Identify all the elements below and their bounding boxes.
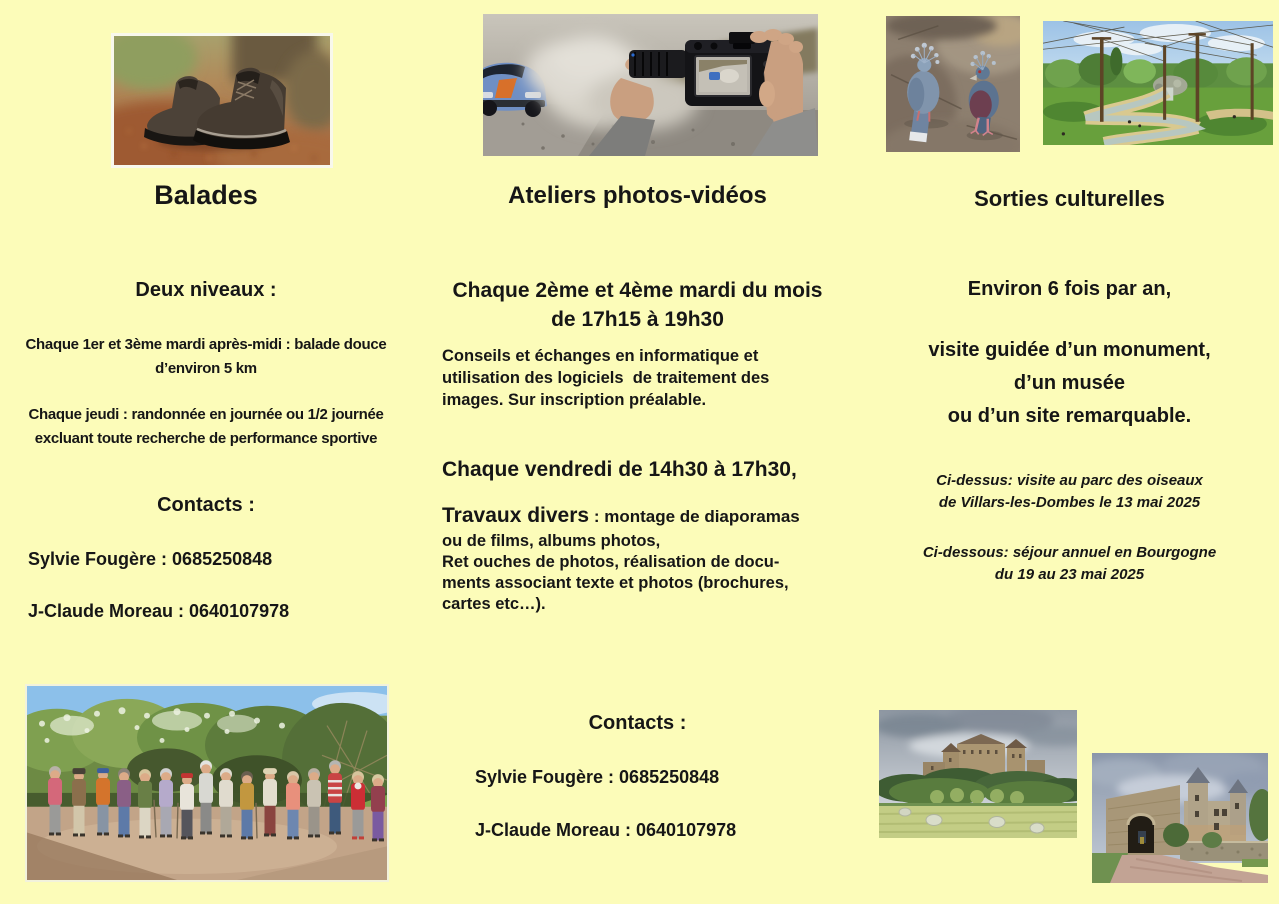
text-line: ou de films, albums photos,	[442, 532, 661, 550]
text-line: Ci-dessus: visite au parc des oiseaux	[936, 472, 1203, 489]
hikers-group-illustration	[27, 686, 387, 880]
bird-park-photo	[1043, 21, 1273, 145]
ateliers-description	[442, 345, 852, 411]
sorties-caption-below	[860, 542, 1279, 586]
bird-park-illustration	[1043, 21, 1273, 145]
crowned-pigeons-photo	[886, 16, 1020, 152]
text-line: utilisation des logiciels de traitement des	[442, 369, 770, 387]
camera-workshop-illustration	[483, 14, 818, 156]
text-line: du 19 au 23 mai 2025	[994, 566, 1145, 583]
hiking-boots-illustration	[114, 36, 330, 165]
castle-gate-photo	[1092, 753, 1268, 883]
text-line: Chaque 2ème et 4ème mardi du mois	[452, 279, 823, 302]
balades-levels-heading: Deux niveaux :	[135, 279, 277, 301]
sorties-visit-lines	[860, 334, 1279, 433]
text-line: d’environ 5 km	[155, 360, 257, 377]
text-line: ments associant texte et photos (brochures,	[442, 574, 789, 592]
text-line: de Villars-les-Dombes le 13 mai 2025	[938, 494, 1201, 511]
text-line: images. Sur inscription préalable.	[442, 391, 707, 409]
text-line: Ci-dessous: séjour annuel en Bourgogne	[922, 544, 1217, 561]
travaux-rest: : montage de diaporamas	[589, 507, 800, 526]
castle-hill-illustration	[879, 710, 1077, 838]
text-line: Ret ouches de photos, réalisation de docu-	[442, 553, 780, 571]
text-line: Chaque jeudi : randonnée en journée ou 1/2 journée	[28, 406, 384, 423]
ateliers-travaux-lines	[442, 531, 852, 615]
balades-contact-2: J-Claude Moreau : 0640107978	[28, 601, 290, 621]
castle-gate-illustration	[1092, 753, 1268, 883]
camera-workshop-photo	[483, 14, 818, 156]
travaux-label: Travaux divers	[442, 504, 590, 527]
ateliers-contacts-heading: Contacts :	[588, 712, 687, 734]
ateliers-contact-1: Sylvie Fougère : 0685250848	[475, 767, 720, 787]
text-line: ou d’un site remarquable.	[947, 405, 1192, 427]
sorties-title: Sorties culturelles	[974, 186, 1165, 211]
castle-hill-photo	[879, 710, 1077, 838]
hikers-group-photo	[25, 684, 389, 882]
hiking-boots-photo	[111, 33, 333, 168]
text-line: Conseils et échanges en informatique et	[442, 347, 759, 365]
balades-schedule-1	[0, 333, 412, 381]
text-line: cartes etc…).	[442, 595, 546, 613]
balades-title: Balades	[154, 180, 258, 210]
text-line: d’un musée	[1013, 372, 1126, 394]
ateliers-contact-2: J-Claude Moreau : 0640107978	[475, 820, 737, 840]
text-line: Chaque 1er et 3ème mardi après-midi : balade douce	[25, 336, 387, 353]
balades-contact-1: Sylvie Fougère : 0685250848	[28, 549, 273, 569]
ateliers-friday-heading: Chaque vendredi de 14h30 à 17h30,	[442, 458, 797, 481]
balades-schedule-2	[0, 403, 412, 451]
balades-contacts-heading: Contacts :	[157, 494, 255, 516]
ateliers-schedule-heading	[430, 276, 845, 334]
sorties-caption-above	[860, 470, 1279, 514]
ateliers-title: Ateliers photos-vidéos	[508, 182, 767, 209]
text-line: excluant toute recherche de performance sportive	[34, 430, 378, 447]
text-line: de 17h15 à 19h30	[551, 308, 724, 331]
crowned-pigeons-illustration	[886, 16, 1020, 152]
text-line: visite guidée d’un monument,	[928, 339, 1211, 361]
sorties-frequency: Environ 6 fois par an,	[967, 278, 1172, 300]
ateliers-travaux-intro	[442, 504, 800, 528]
